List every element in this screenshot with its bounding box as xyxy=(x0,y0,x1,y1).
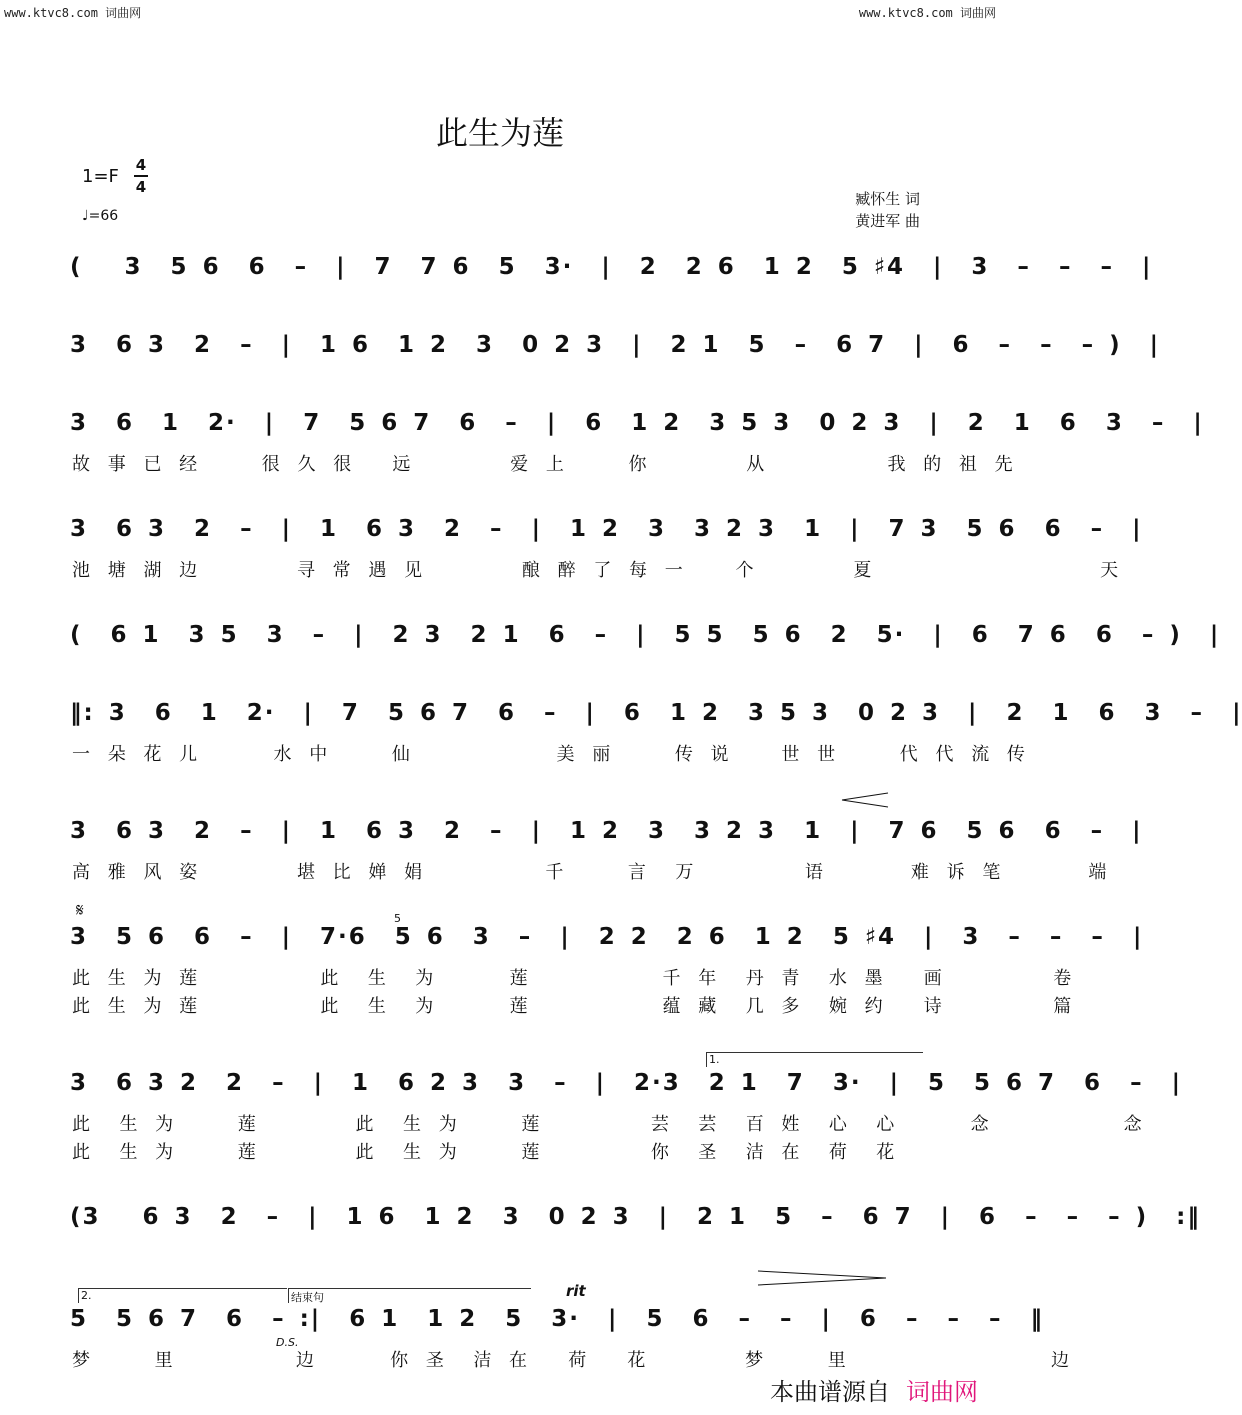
notation: 5 5 6 7 6 – :| 6 1 1 2 5 3· | 5 6 – – | 6 – – – ‖ xyxy=(70,1306,1044,1332)
notation: 3 6 3 2 – | 1 6 3 2 – | 1 2 3 3 2 3 1 | 7 3 5 6 6 – | xyxy=(70,516,1143,542)
ending-bracket xyxy=(288,1288,531,1303)
score-row-10 xyxy=(70,1204,1201,1244)
grace-note: 5 xyxy=(394,912,401,925)
lyrics-row-9-verse-1: 此 生 为 莲 此 生 为 莲 芸 芸 百 姓 心 心 念 念 xyxy=(72,1114,1148,1135)
song-title: 此生为莲 xyxy=(435,114,564,152)
ritardando-marking: rit xyxy=(566,1282,586,1300)
lyrics-row-11: 梦 里 边 你 圣 洁 在 荷 花 梦 里 边 xyxy=(72,1350,1076,1371)
time-divider xyxy=(134,175,148,177)
composer-credit: 黄进军 曲 xyxy=(855,212,920,230)
notation: 3 6 3 2 – | 1 6 3 2 – | 1 2 3 3 2 3 1 | 7 6 5 6 6 – | xyxy=(70,818,1143,844)
segno-icon: 𝄋 xyxy=(76,900,84,921)
notation: 3 6 3 2 2 – | 1 6 2 3 3 – | 2·3 2 1 7 3· | 5 5 6 7 6 – | xyxy=(70,1070,1182,1096)
score-row-2 xyxy=(70,332,1161,372)
volta-1-bracket xyxy=(706,1052,923,1067)
lyrics-row-8-verse-1: 此 生 为 莲 此 生 为 莲 千 年 丹 青 水 墨 画 卷 xyxy=(72,968,1078,989)
time-denominator: 4 xyxy=(135,178,147,196)
footer-brand-link[interactable]: 词曲网 xyxy=(906,1378,978,1406)
lyrics-row-4: 池 塘 湖 边 寻 常 遇 见 酿 醉 了 每 一 个 夏 天 xyxy=(72,560,1125,581)
lyrics-row-3: 故 事 已 经 很 久 很 远 爱 上 你 从 我 的 祖 先 xyxy=(72,454,1019,475)
notation: 3 5 6 6 – | 7·6 5 6 3 – | 2 2 2 6 1 2 5 ♯4 | 3 – – – | xyxy=(70,924,1144,950)
volta-2-label: 2. xyxy=(81,1289,92,1302)
score-row-5 xyxy=(70,622,1221,662)
watermark-right: www.ktvc8.com 词曲网 xyxy=(858,6,996,20)
crescendo-hairpin xyxy=(840,792,890,808)
notation: ( 6 1 3 5 3 – | 2 3 2 1 6 – | 5 5 5 6 2 5· | 6 7 6 6 – ) | xyxy=(70,622,1221,648)
notation: ( 3 5 6 6 – | 7 7 6 5 3· | 2 2 6 1 2 5 ♯4 | 3 – – – | xyxy=(70,254,1153,280)
lyricist-credit: 臧怀生 词 xyxy=(855,190,920,208)
score-row-9 xyxy=(70,1070,1182,1110)
score-row-3 xyxy=(70,410,1204,450)
time-numerator: 4 xyxy=(135,156,147,174)
lyrics-row-8-verse-2: 此 生 为 莲 此 生 为 莲 蕴 藏 几 多 婉 约 诗 篇 xyxy=(72,996,1078,1017)
score-row-8 xyxy=(70,924,1144,964)
volta-1-label: 1. xyxy=(709,1053,720,1066)
notation: ‖: 3 6 1 2· | 7 5 6 7 6 – | 6 1 2 3 5 3 0 2 3 | 2 1 6 3 – | xyxy=(70,700,1242,726)
score-row-7 xyxy=(70,818,1143,858)
footer-source: 本曲谱源自 xyxy=(770,1378,890,1406)
score-row-4 xyxy=(70,516,1143,556)
notation: 3 6 3 2 – | 1 6 1 2 3 0 2 3 | 2 1 5 – 6 7 | 6 – – – ) | xyxy=(70,332,1161,358)
decrescendo-hairpin xyxy=(756,1270,888,1286)
notation: 3 6 1 2· | 7 5 6 7 6 – | 6 1 2 3 5 3 0 2 3 | 2 1 6 3 – | xyxy=(70,410,1204,436)
score-row-1 xyxy=(70,254,1153,294)
score-row-11 xyxy=(70,1306,1044,1346)
lyrics-row-9-verse-2: 此 生 为 莲 此 生 为 莲 你 圣 洁 在 荷 花 xyxy=(72,1142,901,1163)
ending-label: 结束句 xyxy=(291,1291,324,1304)
volta-2-bracket xyxy=(78,1288,287,1303)
notation: (3 6 3 2 – | 1 6 1 2 3 0 2 3 | 2 1 5 – 6 7 | 6 – – – ) :‖ xyxy=(70,1204,1201,1230)
dal-segno-marking: D.S. xyxy=(276,1336,299,1349)
score-row-6 xyxy=(70,700,1242,740)
lyrics-row-7: 高 雅 风 姿 堪 比 婵 娟 千 言 万 语 难 诉 笔 端 xyxy=(72,862,1113,883)
tempo-marking: ♩=66 xyxy=(82,208,119,224)
watermark-left: www.ktvc8.com 词曲网 xyxy=(4,6,142,20)
key-signature: 1=F xyxy=(82,166,119,187)
lyrics-row-6: 一 朵 花 儿 水 中 仙 美 丽 传 说 世 世 代 代 流 传 xyxy=(72,744,1031,765)
